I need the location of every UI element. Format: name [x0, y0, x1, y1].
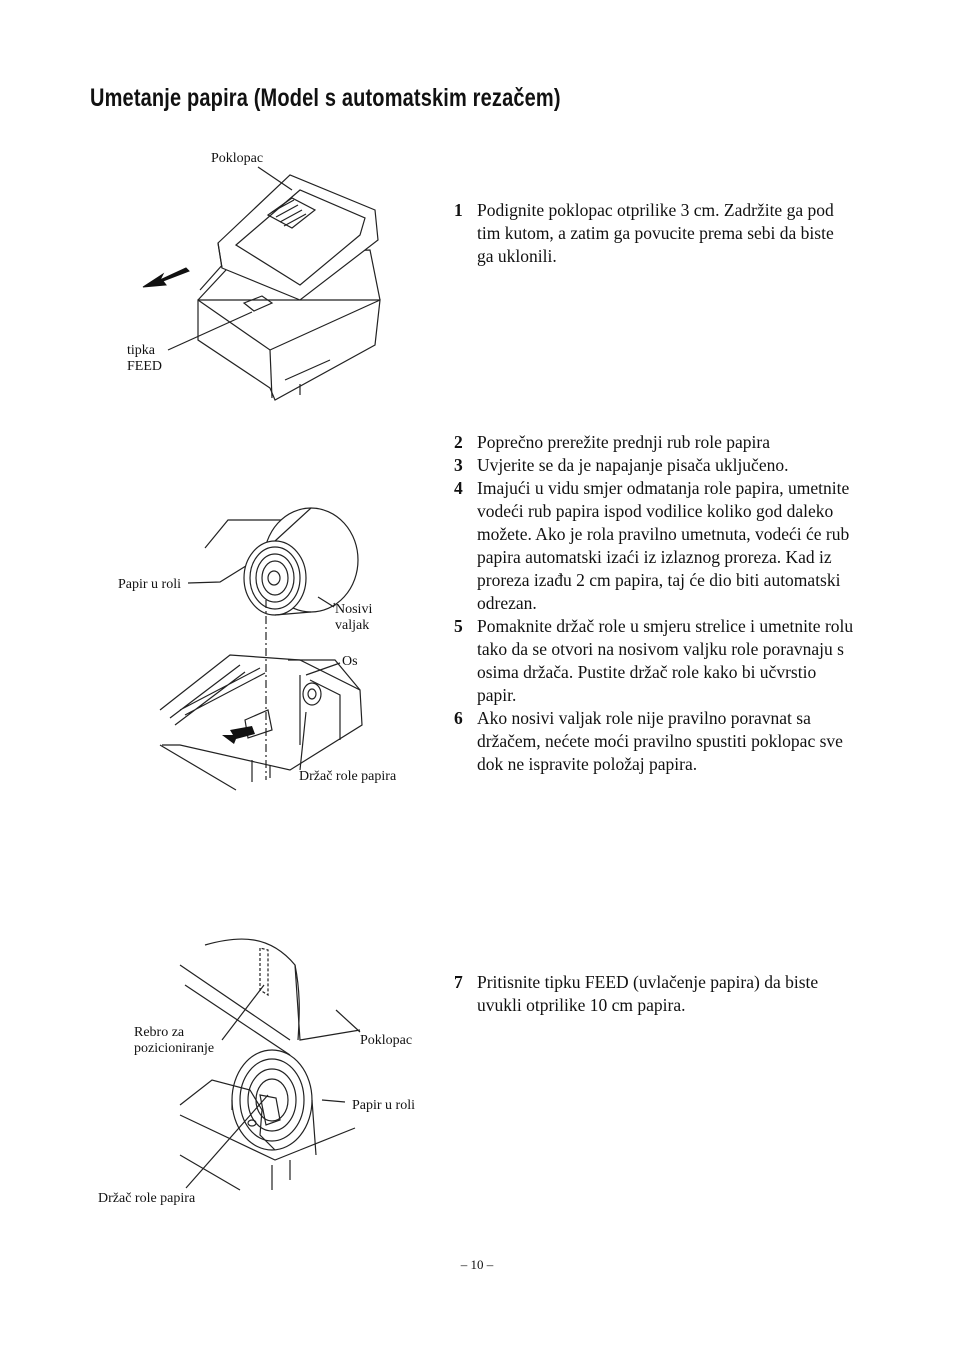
- step-text: Pritisnite tipku FEED (uvlačenje papira) da biste uvukli otprilike 10 cm papira.: [477, 972, 819, 1015]
- step-number: 1: [454, 200, 463, 220]
- page-title: Umetanje papira (Model s automatskim rezačem): [90, 84, 561, 112]
- step-3: [454, 454, 854, 477]
- step-7: [454, 971, 854, 1017]
- step-4: [454, 477, 854, 615]
- label-paper-roll: Papir u roli: [118, 577, 181, 592]
- label-paper-roll-2: Papir u roli: [352, 1098, 415, 1113]
- step-text: Poprečno prerežite prednji rub role papira: [477, 432, 770, 452]
- step-6: [454, 707, 854, 776]
- steps-group-3: [454, 971, 854, 1017]
- step-number: 3: [454, 455, 463, 475]
- label-roll-holder-2: Držač role papira: [98, 1191, 196, 1206]
- step-number: 7: [454, 972, 463, 992]
- step-text: Ako nosivi valjak role nije pravilno poravnat sa držačem, nećete moći pravilno spustiti poklopac sve dok ne ispravite položaj papira.: [477, 708, 843, 774]
- step-number: 6: [454, 708, 463, 728]
- label-cover-2: Poklopac: [360, 1033, 413, 1048]
- step-1: [454, 199, 854, 268]
- step-number: 5: [454, 616, 463, 636]
- step-text: Podignite poklopac otprilike 3 cm. Zadržite ga pod tim kutom, a zatim ga povucite prema sebi da biste ga uklonili.: [477, 200, 834, 266]
- label-roll-holder: Držač role papira: [299, 769, 397, 784]
- label-roll-spindle: Nosivi valjak: [335, 602, 373, 633]
- label-positioning-rib: Rebro za pozicioniranje: [134, 1025, 215, 1056]
- step-number: 4: [454, 478, 463, 498]
- steps-group-1: [454, 199, 854, 268]
- step-number: 2: [454, 432, 463, 452]
- step-5: [454, 615, 854, 707]
- step-2: [454, 431, 854, 454]
- steps-group-2: [454, 431, 854, 776]
- label-cover: Poklopac: [211, 151, 264, 166]
- label-feed-button: tipka FEED: [127, 343, 162, 374]
- step-text: Uvjerite se da je napajanje pisača uključeno.: [477, 455, 789, 475]
- label-axis: Os: [342, 654, 358, 669]
- step-text: Imajući u vidu smjer odmatanja role papira, umetnite vodeći rub papira ispod vodilice koliko god daleko možete. Ako je rola pravilno umetnuta, vodeći će rub papira automatski izaći iz izlaznog proreza. Kad iz proreza izađu 2 cm papira, taj će dio biti automatski odrezan.: [477, 478, 850, 613]
- page-number: – 10 –: [460, 1257, 494, 1272]
- step-text: Pomaknite držač role u smjeru strelice i umetnite rolu tako da se otvori na nosivom valjku role poravnaju s osima držača. Pustite držač role kako bi učvrstio papir.: [477, 616, 854, 705]
